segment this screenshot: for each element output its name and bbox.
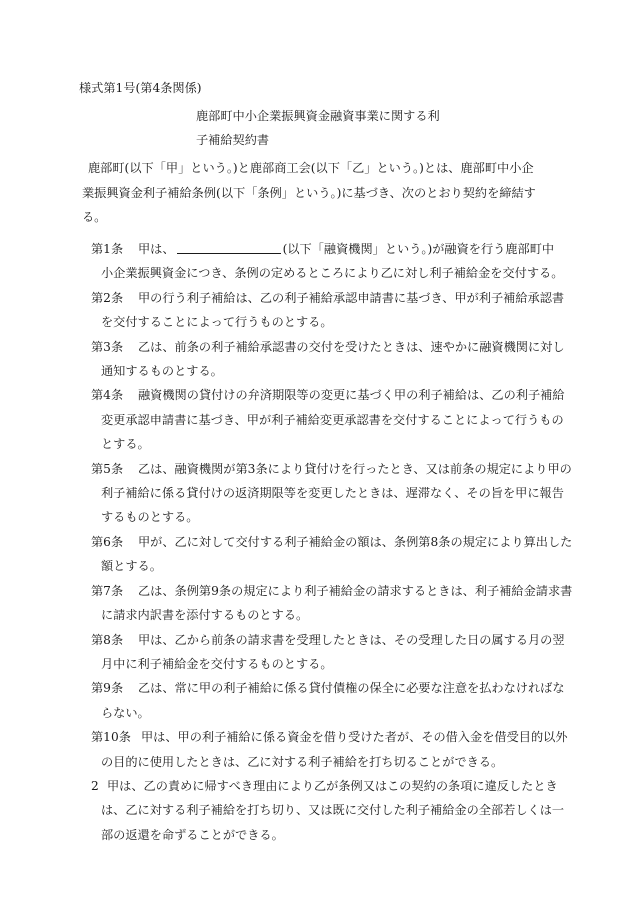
article-1 (91, 237, 564, 286)
intro-line: 業振興資金利子補給条例(以下「条例」という。)に基づき、次のとおり契約を締結す (82, 185, 536, 200)
article-7 (91, 579, 573, 628)
article-text: 乙は、融資機関が第3条により貸付けを行ったとき、又は前条の規定により甲の (138, 461, 572, 476)
article-number: 第7条 (91, 583, 124, 598)
article-text: 甲が、乙に対して交付する利子補給金の額は、条例第8条の規定により算出した (138, 534, 573, 549)
article-number: 第10条 (91, 730, 131, 745)
article-4 (91, 383, 565, 456)
article-number: 第4条 (91, 388, 124, 403)
article-text: 通知するものとする。 (101, 364, 223, 379)
paragraph-number: 2 (91, 778, 99, 793)
article-text: らない。 (101, 705, 150, 720)
article-text: 額とする。 (101, 559, 162, 574)
article-text: 乙は、常に甲の利子補給に係る貸付債権の保全に必要な注意を払わなければな (138, 681, 565, 696)
article-text: 変更承認申請書に基づき、甲が利子補給変更承認書を交付することによって行うもの (101, 412, 564, 427)
article-number: 第2条 (91, 290, 124, 305)
article-9 (91, 676, 565, 725)
title-line-2: 子補給契約書 (196, 133, 270, 147)
lender-blank-field[interactable] (177, 241, 281, 254)
article-list (91, 237, 573, 847)
article-number: 第6条 (91, 534, 124, 549)
article-text: 利子補給に係る貸付けの返済期限等を変更したときは、遅滞なく、その旨を甲に報告 (101, 486, 564, 501)
article-text: 乙は、条例第9条の規定により利子補給金の請求するときは、利子補給金請求書 (138, 583, 573, 598)
intro-line: 鹿部町(以下「甲」という。)と鹿部商工会(以下「乙」という。)とは、鹿部町中小企 (88, 161, 534, 175)
article-text: 甲は、乙の責めに帰すべき理由により乙が条例又はこの契約の条項に違反したとき (107, 778, 558, 793)
article-number: 第9条 (91, 681, 124, 696)
title-line-1: 鹿部町中小企業振興資金融資事業に関する利 (196, 109, 440, 123)
intro-line: る。 (82, 210, 107, 224)
article-10-paragraph-2 (91, 774, 565, 847)
article-3 (91, 335, 565, 384)
article-6 (91, 530, 573, 579)
article-text: を交付することによって行うものとする。 (101, 315, 333, 330)
article-text: 甲は、乙から前条の請求書を受理したときは、その受理した日の属する月の翌 (138, 632, 565, 647)
article-text: 甲の行う利子補給は、乙の利子補給承認申請書に基づき、甲が利子補給承認書 (138, 290, 565, 305)
article-number: 第8条 (91, 632, 124, 647)
article-number: 第5条 (91, 461, 124, 476)
article-text: 月中に利子補給金を交付するものとする。 (101, 656, 333, 671)
article-text: 甲は、甲の利子補給に係る資金を借り受けた者が、その借入金を借受目的以外 (141, 730, 568, 745)
article-text: の目的に使用したときは、乙に対する利子補給を打ち切ることができる。 (101, 754, 504, 769)
article-text: 融資機関の貸付けの弁済期限等の変更に基づく甲の利子補給は、乙の利子補給 (138, 388, 565, 403)
article-number: 第1条 (91, 242, 124, 256)
article-5 (91, 457, 572, 530)
article-text: とする。 (101, 437, 150, 452)
article-text: するものとする。 (101, 510, 199, 525)
article-text: 小企業振興資金につき、条例の定めるところにより乙に対し利子補給金を交付する。 (101, 266, 564, 281)
article-text: 乙は、前条の利子補給承認書の交付を受けたときは、速やかに融資機関に対し (138, 339, 565, 354)
article-text: は、乙に対する利子補給を打ち切り、又は既に交付した利子補給金の全部若しくは一 (101, 803, 565, 818)
article-10 (91, 725, 568, 774)
article-2 (91, 286, 565, 335)
article-text: 甲は、 (以下「融資機関」という。)が融資を行う鹿部町中 (138, 242, 555, 256)
article-text: に請求内訳書を添付するものとする。 (101, 608, 309, 623)
form-label: 様式第1号(第4条関係) (79, 81, 202, 95)
article-text: 部の返還を命ずることができる。 (101, 827, 284, 842)
intro-paragraph (82, 156, 553, 230)
document-title (196, 104, 440, 152)
article-8 (91, 628, 565, 677)
article-number: 第3条 (91, 339, 124, 354)
